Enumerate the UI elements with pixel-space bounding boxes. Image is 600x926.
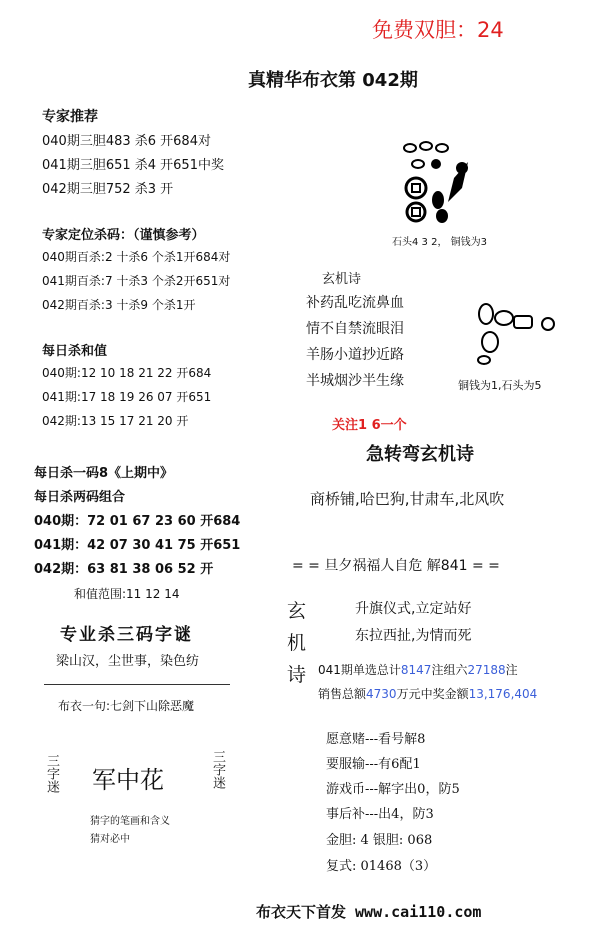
riddle-note: 猜对必中 <box>90 834 130 845</box>
position-kill-line: 040期百杀:2 十杀6 个杀1开684对 <box>42 250 231 264</box>
divider-line <box>44 684 230 685</box>
stats-line-2 <box>318 685 537 702</box>
xuanji-line: 羊肠小道抄近路 <box>306 347 404 363</box>
danxi-line: = = 旦夕祸福人自危 解841 = = <box>292 558 500 574</box>
stats-text: 注 <box>505 663 518 677</box>
riddle-line: 要服输---有6配1 <box>326 757 421 772</box>
riddle-main: 军中花 <box>92 766 164 794</box>
xjs-vertical-char: 机 <box>287 632 307 654</box>
daily-kill-line: 040期：72 01 67 23 60 开684 <box>34 514 241 529</box>
riddle-note: 猜字的笔画和含义 <box>90 816 170 827</box>
sum-kill-line: 040期:12 10 18 21 22 开684 <box>42 366 212 380</box>
brain-teaser-line: 商桥铺,哈巴狗,甘肃车,北风吹 <box>310 490 505 508</box>
stats-text: 销售总额 <box>318 687 367 701</box>
daily-kill-line: 041期：42 07 30 41 75 开651 <box>34 538 241 553</box>
xjs-line: 升旗仪式,立定站好 <box>355 601 472 617</box>
sum-kill-line: 042期:13 15 17 21 20 开 <box>42 414 189 428</box>
daily-kill-one-heading: 每日杀一码8《上期中》 <box>34 466 174 481</box>
stats-value: 13,176,404 <box>468 687 538 701</box>
expert-line: 040期三胆483 杀6 开684对 <box>42 134 211 149</box>
riddle-tag-left: 三字迷 <box>44 754 59 793</box>
expert-line: 042期三胆752 杀3 开 <box>42 182 174 197</box>
coin-stones-picture <box>470 296 560 376</box>
pro-kill-title: 专业杀三码字谜 <box>60 625 193 645</box>
xuanji-line: 情不自禁流眼泪 <box>306 321 404 337</box>
stats-text: 041期单选总计 <box>318 663 401 677</box>
brain-teaser-title: 急转弯玄机诗 <box>366 444 474 465</box>
riddle-line: 事后补---出4，防3 <box>326 807 434 822</box>
riddle-tag-right: 三字迷 <box>210 750 225 789</box>
pro-kill-riddle: 梁山汉，尘世事，染色纺 <box>56 654 200 669</box>
riddle-line: 游戏币---解字出0，防5 <box>326 782 460 797</box>
expert-heading: 专家推荐 <box>42 109 98 125</box>
stats-text: 万元中奖金额 <box>396 687 469 701</box>
daily-kill-line: 042期：63 81 38 06 52 开 <box>34 562 214 577</box>
buyi-line: 布衣一句:七剑下山除恶魔 <box>58 699 195 713</box>
follow-text: 关注1 6一个 <box>332 418 407 433</box>
riddle-line: 复式: 01468（3） <box>326 859 437 874</box>
stats-value: 4730 <box>366 687 397 701</box>
stones-coins-picture <box>396 140 486 230</box>
stats-line-1 <box>318 661 518 678</box>
xuanji-heading: 玄机诗 <box>322 272 362 287</box>
xuanji-line: 半城烟沙半生缘 <box>306 373 404 389</box>
xjs-line: 东拉西扯,为情而死 <box>355 628 472 644</box>
xjs-vertical-char: 诗 <box>287 664 307 686</box>
position-kill-heading: 专家定位杀码：（谨慎参考） <box>42 228 205 243</box>
coin-stones-caption: 铜钱为1,石头为5 <box>458 379 542 392</box>
stats-value: 8147 <box>400 663 432 677</box>
position-kill-line: 041期百杀:7 十杀3 个杀2开651对 <box>42 274 231 288</box>
riddle-line: 愿意赌---看号解8 <box>326 732 426 747</box>
xuanji-line: 补药乱吃流鼻血 <box>306 295 404 311</box>
footer-banner: 布衣天下首发 www.cai110.com <box>256 903 482 921</box>
stats-text: 注组六 <box>431 663 468 677</box>
page-title: 真精华布衣第 042期 <box>248 70 418 91</box>
free-double-banner: 免费双胆：24 <box>372 18 504 42</box>
sum-range: 和值范围:11 12 14 <box>74 587 180 601</box>
xjs-vertical-char: 玄 <box>287 600 307 622</box>
sum-kill-heading: 每日杀和值 <box>42 344 108 359</box>
stats-value: 27188 <box>467 663 506 677</box>
expert-line: 041期三胆651 杀4 开651中奖 <box>42 158 224 173</box>
position-kill-line: 042期百杀:3 十杀9 个杀1开 <box>42 298 196 312</box>
riddle-line: 金胆: 4 银胆: 068 <box>326 833 433 848</box>
daily-kill-two-heading: 每日杀两码组合 <box>34 490 126 505</box>
sum-kill-line: 041期:17 18 19 26 07 开651 <box>42 390 212 404</box>
stones-coins-caption: 石头4 3 2， 铜钱为3 <box>392 237 487 248</box>
